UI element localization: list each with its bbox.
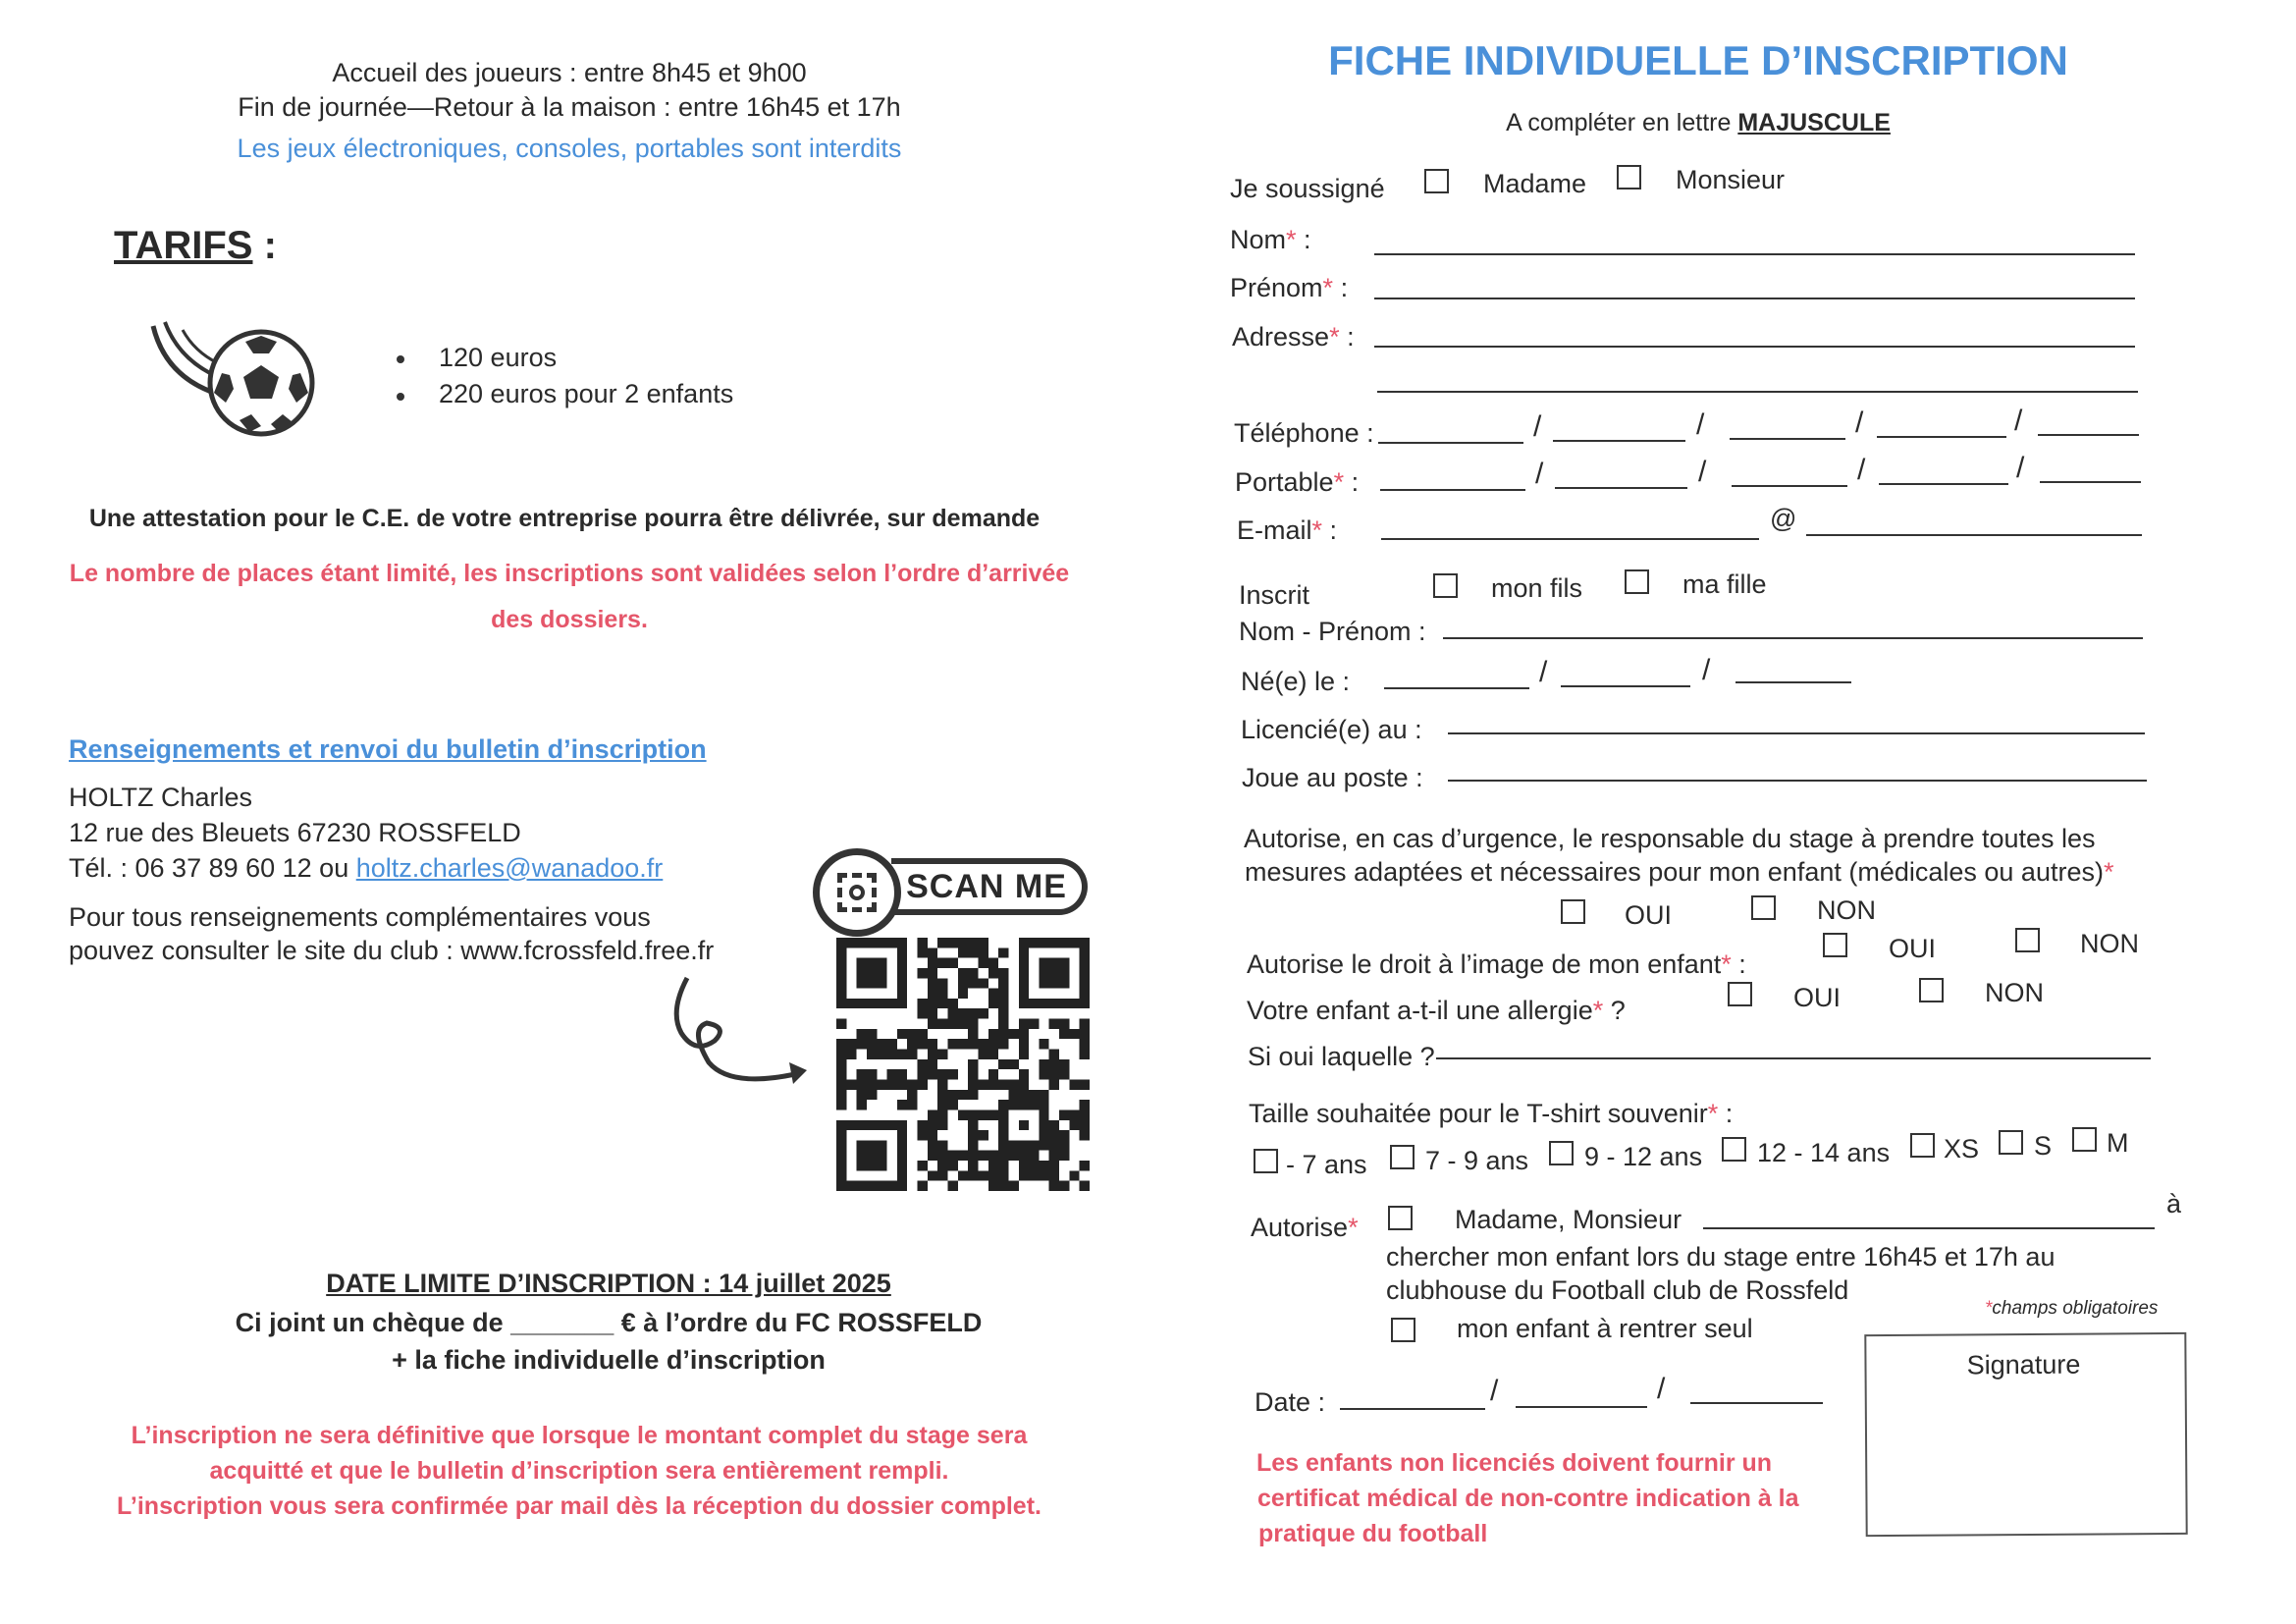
email-domain-input[interactable] <box>1806 534 2142 536</box>
date-year-input[interactable] <box>1690 1402 1823 1404</box>
joue-input[interactable] <box>1448 780 2147 782</box>
email-label: E-mail* : <box>1237 515 1338 545</box>
fiche-plus-text: + la fiche individuelle d’inscription <box>392 1345 826 1375</box>
date-label: Date : <box>1255 1387 1326 1417</box>
autorise-label: Autorise* <box>1251 1213 1359 1242</box>
soussigne-label: Je soussigné <box>1230 174 1385 203</box>
form-title: FICHE INDIVIDUELLE D’INSCRIPTION <box>1328 37 2068 83</box>
tarifs-heading: TARIFS : <box>114 224 277 267</box>
mon-fils-checkbox[interactable] <box>1433 573 1458 598</box>
licencie-label: Licencié(e) au : <box>1241 715 1422 744</box>
urgence-non-label: NON <box>1817 895 1876 925</box>
adresse-label: Adresse* : <box>1232 322 1355 352</box>
site-line-1: Pour tous renseignements complémentaires vous <box>69 902 651 932</box>
certif-line-2: certificat médical de non-contre indication à la <box>1257 1485 1799 1512</box>
monsieur-label: Monsieur <box>1676 165 1786 194</box>
telephone-part-5[interactable] <box>2038 434 2139 436</box>
image-non-checkbox[interactable] <box>2015 928 2040 952</box>
curved-arrow-icon <box>660 972 817 1110</box>
portable-part-1[interactable] <box>1380 489 1525 491</box>
birth-day-input[interactable] <box>1384 687 1529 689</box>
chercher-line-1: chercher mon enfant lors du stage entre 16h45 et 17h au <box>1386 1242 2056 1272</box>
image-oui-checkbox[interactable] <box>1823 933 1847 957</box>
contact-phone: Tél. : 06 37 89 60 12 ou holtz.charles@wanadoo.fr <box>69 853 664 883</box>
image-oui-label: OUI <box>1889 934 1937 963</box>
size-under-7-checkbox[interactable] <box>1254 1149 1278 1173</box>
final-line-3: L’inscription vous sera confirmée par mail dès la réception du dossier complet. <box>117 1492 1041 1520</box>
prenom-label: Prénom* : <box>1230 273 1349 302</box>
allergie-detail-input[interactable] <box>1436 1057 2151 1059</box>
date-day-input[interactable] <box>1340 1408 1485 1410</box>
size-9-12-label: 9 - 12 ans <box>1584 1142 1703 1171</box>
contact-name: HOLTZ Charles <box>69 783 253 812</box>
places-line-1: Le nombre de places étant limité, les inscriptions sont validées selon l’ordre d’arrivée <box>69 560 1070 587</box>
inscrit-label: Inscrit <box>1239 580 1310 610</box>
birth-year-input[interactable] <box>1735 681 1851 683</box>
contact-heading: Renseignements et renvoi du bulletin d’inscription <box>69 734 707 764</box>
pickup-person-input[interactable] <box>1703 1227 2155 1229</box>
final-line-1: L’inscription ne sera définitive que lorsque le montant complet du stage sera <box>131 1422 1028 1449</box>
certif-line-1: Les enfants non licenciés doivent fournir un <box>1256 1449 1773 1477</box>
bullet-icon <box>397 393 404 401</box>
telephone-label: Téléphone : <box>1234 418 1374 448</box>
scan-me-label: SCAN ME <box>891 858 1088 915</box>
telephone-part-4[interactable] <box>1877 436 2006 438</box>
champs-obligatoires-note: *champs obligatoires <box>1985 1298 2159 1319</box>
nom-prenom-label: Nom - Prénom : <box>1239 617 1426 646</box>
attestation-text: Une attestation pour le C.E. de votre entreprise pourra être délivrée, sur demande <box>88 505 1041 532</box>
allergie-oui-label: OUI <box>1793 983 1842 1012</box>
places-line-2: des dossiers. <box>491 606 648 633</box>
tarif-two-children: 220 euros pour 2 enfants <box>439 379 734 408</box>
form-subtitle: A compléter en lettre MAJUSCULE <box>1506 109 1891 136</box>
portable-part-3[interactable] <box>1732 485 1847 487</box>
urgence-oui-checkbox[interactable] <box>1561 899 1585 924</box>
size-under-7-label: - 7 ans <box>1286 1150 1367 1179</box>
at-sign: @ <box>1770 504 1797 533</box>
allergie-non-checkbox[interactable] <box>1919 978 1944 1002</box>
urgence-line-1: Autorise, en cas d’urgence, le responsable du stage à prendre toutes les <box>1244 824 2096 853</box>
monsieur-checkbox[interactable] <box>1617 165 1641 189</box>
contact-address: 12 rue des Bleuets 67230 ROSSFELD <box>69 818 521 847</box>
portable-part-2[interactable] <box>1555 487 1687 489</box>
tarif-one-child: 120 euros <box>439 343 558 372</box>
info-end-of-day: Fin de journée—Retour à la maison : entre 16h45 et 17h <box>238 92 901 122</box>
size-9-12-checkbox[interactable] <box>1549 1141 1574 1165</box>
mon-fils-label: mon fils <box>1491 573 1583 603</box>
allergie-label: Votre enfant a-t-il une allergie* ? <box>1247 996 1626 1025</box>
pickup-checkbox[interactable] <box>1388 1206 1413 1230</box>
size-12-14-checkbox[interactable] <box>1722 1137 1746 1162</box>
certif-line-3: pratique du football <box>1258 1520 1488 1547</box>
nom-input[interactable] <box>1374 253 2135 255</box>
madame-checkbox[interactable] <box>1424 169 1449 193</box>
ma-fille-checkbox[interactable] <box>1625 569 1649 594</box>
size-xs-checkbox[interactable] <box>1910 1133 1935 1158</box>
telephone-part-2[interactable] <box>1553 440 1685 442</box>
soccer-ball-icon <box>145 316 322 442</box>
camera-icon <box>813 848 901 937</box>
rentrer-seul-checkbox[interactable] <box>1391 1318 1415 1342</box>
site-line-2: pouvez consulter le site du club : www.fcrossfeld.free.fr <box>69 936 715 965</box>
urgence-oui-label: OUI <box>1625 900 1673 930</box>
final-line-2: acquitté et que le bulletin d’inscription sera entièrement rempli. <box>209 1457 949 1485</box>
joue-label: Joue au poste : <box>1242 763 1423 792</box>
info-electronics: Les jeux électroniques, consoles, portables sont interdits <box>237 134 902 163</box>
allergie-non-label: NON <box>1985 978 2044 1007</box>
portable-part-5[interactable] <box>2040 481 2141 483</box>
info-welcome: Accueil des joueurs : entre 8h45 et 9h00 <box>332 58 807 87</box>
nee-le-label: Né(e) le : <box>1241 667 1351 696</box>
taille-label: Taille souhaitée pour le T-shirt souvenir* : <box>1249 1099 1734 1128</box>
size-s-checkbox[interactable] <box>1999 1130 2023 1155</box>
madame-monsieur-label: Madame, Monsieur <box>1455 1205 1682 1234</box>
madame-label: Madame <box>1483 169 1587 198</box>
size-7-9-label: 7 - 9 ans <box>1425 1146 1529 1175</box>
allergie-oui-checkbox[interactable] <box>1728 982 1752 1006</box>
ma-fille-label: ma fille <box>1682 569 1767 599</box>
adresse-input-line-1[interactable] <box>1374 346 2135 348</box>
size-m-label: M <box>2107 1128 2129 1158</box>
signature-box[interactable] <box>1864 1332 2187 1537</box>
image-label: Autorise le droit à l’image de mon enfant* : <box>1247 949 1746 979</box>
email-user-input[interactable] <box>1381 538 1759 540</box>
signature-label: Signature <box>1966 1349 2081 1380</box>
bullet-icon <box>397 355 404 363</box>
rentrer-seul-label: mon enfant à rentrer seul <box>1457 1314 1753 1343</box>
portable-label: Portable* : <box>1235 467 1360 497</box>
size-s-label: S <box>2034 1131 2053 1161</box>
contact-email-link[interactable]: holtz.charles@wanadoo.fr <box>355 853 664 883</box>
adresse-input-line-2[interactable] <box>1377 391 2138 393</box>
size-12-14-label: 12 - 14 ans <box>1757 1138 1891 1167</box>
birth-month-input[interactable] <box>1561 685 1690 687</box>
deadline-text: DATE LIMITE D’INSCRIPTION : 14 juillet 2025 <box>326 1269 891 1298</box>
cheque-text: Ci joint un chèque de _______ € à l’ordre du FC ROSSFELD <box>235 1308 983 1337</box>
telephone-part-1[interactable] <box>1378 442 1523 444</box>
image-non-label: NON <box>2080 929 2139 958</box>
a-label: à <box>2166 1189 2182 1218</box>
size-7-9-checkbox[interactable] <box>1390 1145 1415 1169</box>
size-m-checkbox[interactable] <box>2072 1127 2097 1152</box>
nom-label: Nom* : <box>1230 225 1311 254</box>
portable-part-4[interactable] <box>1879 483 2008 485</box>
qr-code[interactable] <box>836 938 1090 1191</box>
prenom-input[interactable] <box>1374 298 2135 299</box>
licencie-input[interactable] <box>1448 732 2145 734</box>
chercher-line-2: clubhouse du Football club de Rossfeld <box>1386 1275 1849 1305</box>
date-month-input[interactable] <box>1516 1406 1647 1408</box>
urgence-line-2: mesures adaptées et nécessaires pour mon enfant (médicales ou autres)* <box>1245 857 2114 887</box>
size-xs-label: XS <box>1944 1134 1980 1164</box>
scan-me-badge <box>813 844 1097 929</box>
nom-prenom-input[interactable] <box>1443 637 2143 639</box>
si-oui-label: Si oui laquelle ? <box>1248 1042 1435 1071</box>
telephone-part-3[interactable] <box>1730 438 1845 440</box>
urgence-non-checkbox[interactable] <box>1751 895 1776 920</box>
